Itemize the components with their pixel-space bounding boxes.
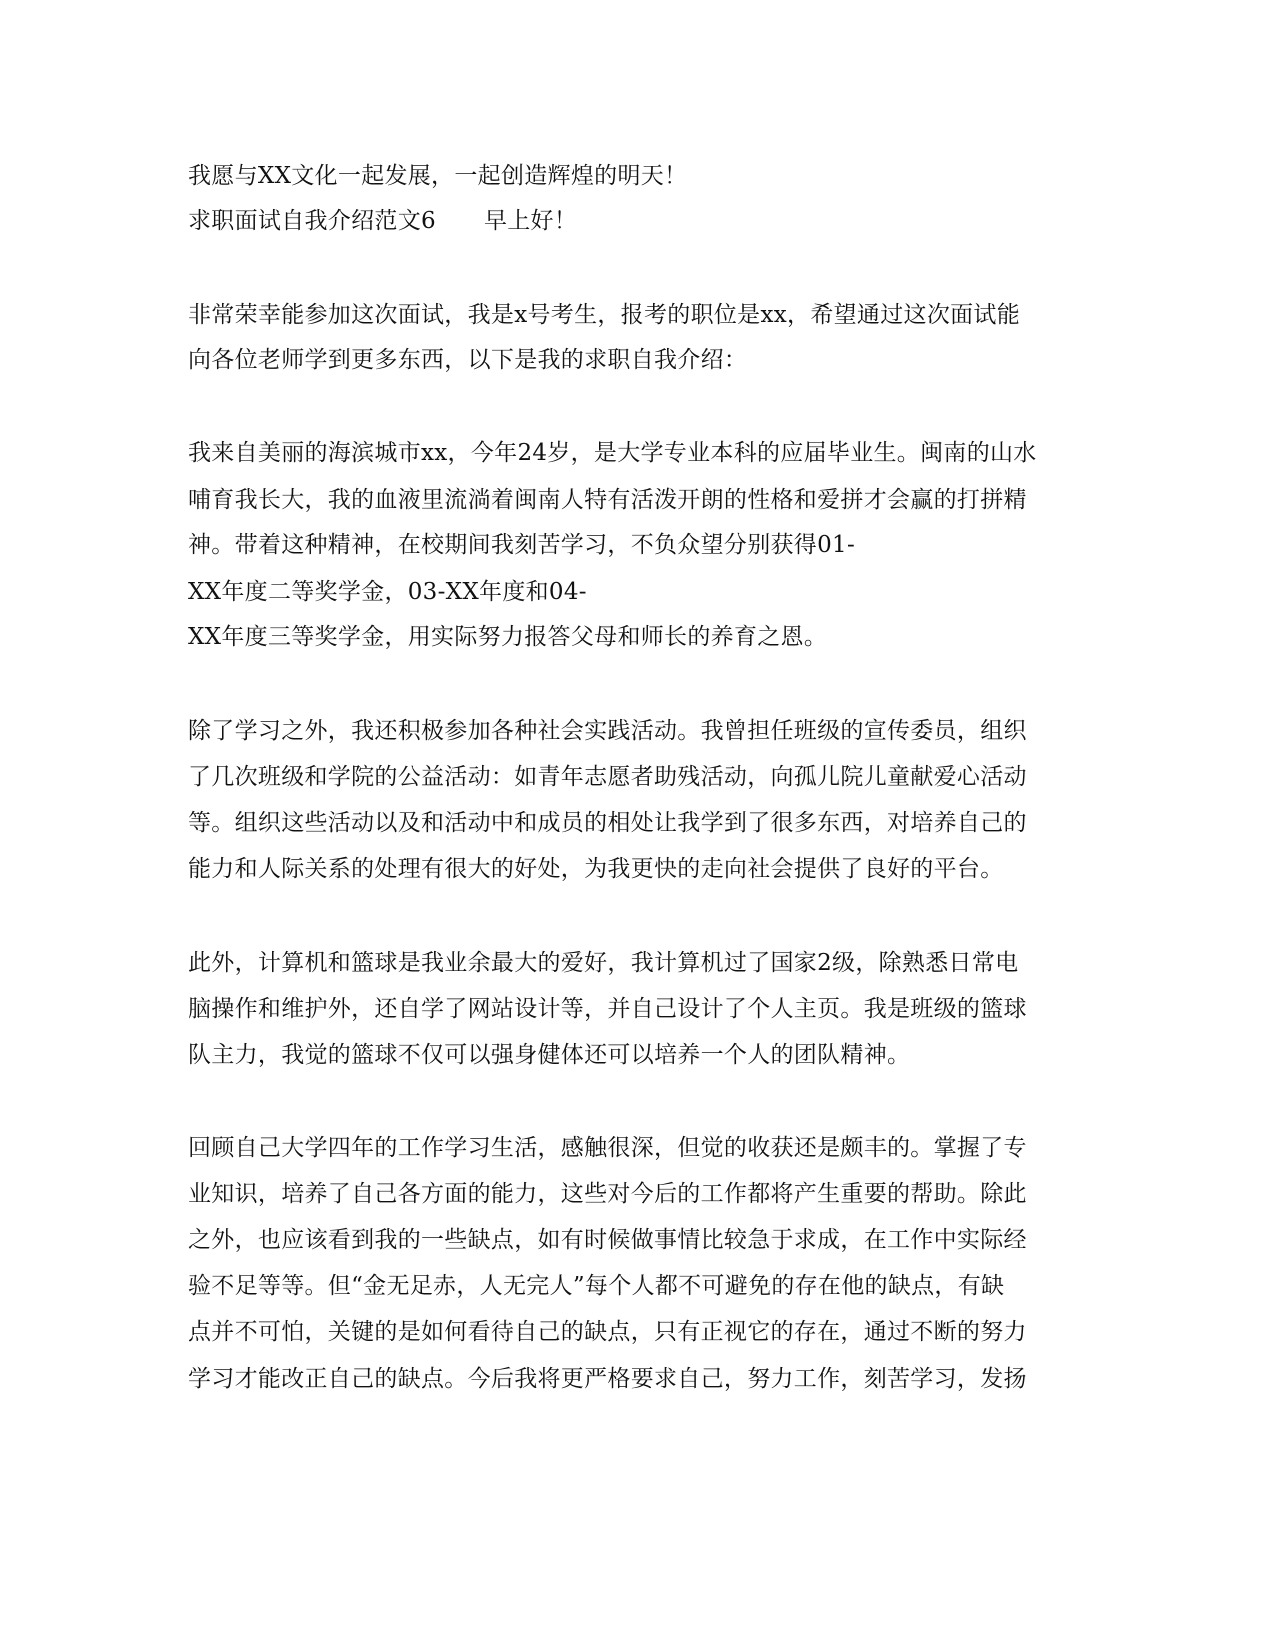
text-line: 学习才能改正自己的缺点。今后我将更严格要求自己，努力工作，刻苦学习，发扬 [188, 1366, 1027, 1392]
text-line: 点并不可怕，关键的是如何看待自己的缺点，只有正视它的存在，通过不断的努力 [188, 1319, 1027, 1345]
greeting: 早上好！ [483, 208, 578, 234]
text-line: 脑操作和维护外，还自学了网站设计等，并自己设计了个人主页。我是班级的篮球 [188, 996, 1027, 1022]
text-line: 我愿与XX文化一起发展，一起创造辉煌的明天！ [188, 163, 688, 189]
text-line: 验不足等等。但“金无足赤，人无完人”每个人都不可避免的存在他的缺点，有缺 [188, 1273, 1005, 1299]
text-line: 回顾自己大学四年的工作学习生活，感触很深，但觉的收获还是颇丰的。掌握了专 [188, 1135, 1027, 1161]
heading-line [188, 206, 1088, 236]
text-line: 此外，计算机和篮球是我业余最大的爱好，我计算机过了国家2级，除熟悉日常电 [188, 950, 1019, 976]
text-line: 非常荣幸能参加这次面试，我是x号考生，报考的职位是xx，希望通过这次面试能 [188, 302, 1021, 328]
text-line: XX年度三等奖学金，用实际努力报答父母和师长的养育之恩。 [188, 624, 828, 650]
text-line: 哺育我长大，我的血液里流淌着闽南人特有活泼开朗的性格和爱拼才会赢的打拼精 [188, 487, 1027, 513]
text-line: 能力和人际关系的处理有很大的好处，为我更快的走向社会提供了良好的平台。 [188, 856, 1004, 882]
text-line: 除了学习之外，我还积极参加各种社会实践活动。我曾担任班级的宣传委员，组织 [188, 718, 1027, 744]
text-line: XX年度二等奖学金，03-XX年度和04- [188, 579, 587, 605]
text-line: 之外，也应该看到我的一些缺点，如有时候做事情比较急于求成，在工作中实际经 [188, 1227, 1027, 1253]
text-line: 业知识，培养了自己各方面的能力，这些对今后的工作都将产生重要的帮助。除此 [188, 1181, 1027, 1207]
text-line: 向各位老师学到更多东西，以下是我的求职自我介绍： [188, 347, 748, 373]
text-line: 队主力，我觉的篮球不仅可以强身健体还可以培养一个人的团队精神。 [188, 1042, 911, 1068]
text-line: 我来自美丽的海滨城市xx，今年24岁，是大学专业本科的应届毕业生。闽南的山水 [188, 440, 1037, 466]
text-line: 神。带着这种精神，在校期间我刻苦学习，不负众望分别获得01- [188, 532, 856, 558]
text-line: 等。组织这些活动以及和活动中和成员的相处让我学到了很多东西，对培养自己的 [188, 810, 1027, 836]
article-title: 求职面试自我介绍范文6 [188, 208, 436, 234]
text-line: 了几次班级和学院的公益活动：如青年志愿者助残活动，向孤儿院儿童献爱心活动 [188, 764, 1027, 790]
